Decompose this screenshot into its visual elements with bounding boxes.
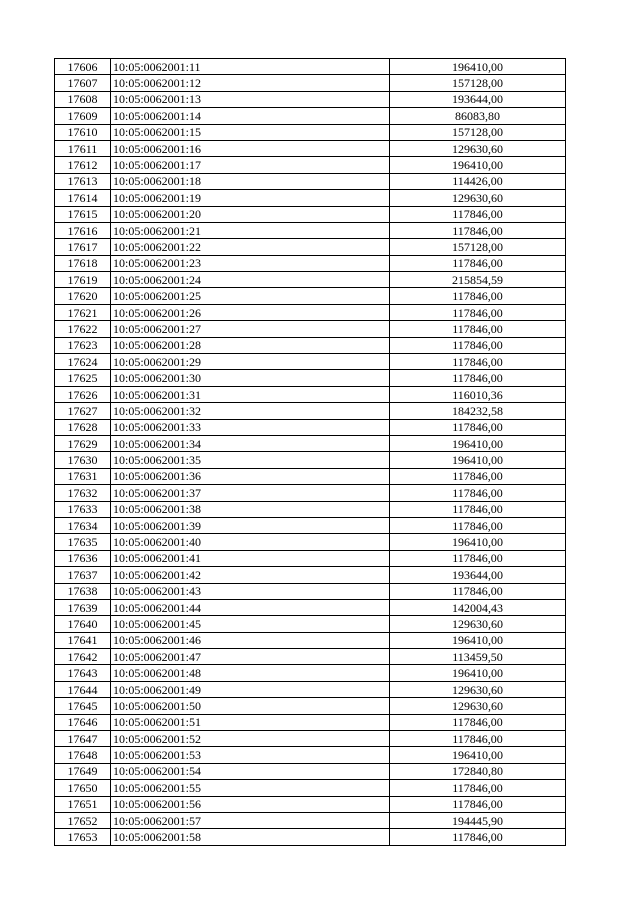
table-row [55, 435, 566, 451]
table-row [55, 763, 566, 779]
value-cell: 117846,00 [390, 780, 566, 796]
row-number-cell: 17651 [55, 796, 111, 812]
value-cell: 157128,00 [390, 239, 566, 255]
cadastral-number-cell: 10:05:0062001:25 [111, 288, 390, 304]
row-number-cell: 17621 [55, 304, 111, 320]
row-number-cell: 17624 [55, 354, 111, 370]
value-cell: 86083,80 [390, 108, 566, 124]
table-row [55, 140, 566, 156]
row-number-cell: 17610 [55, 124, 111, 140]
cadastral-number-cell: 10:05:0062001:14 [111, 108, 390, 124]
table-row [55, 190, 566, 206]
value-cell: 196410,00 [390, 665, 566, 681]
cadastral-number-cell: 10:05:0062001:24 [111, 272, 390, 288]
row-number-cell: 17608 [55, 91, 111, 107]
value-cell: 116010,36 [390, 386, 566, 402]
row-number-cell: 17615 [55, 206, 111, 222]
value-cell: 117846,00 [390, 206, 566, 222]
cadastral-number-cell: 10:05:0062001:39 [111, 517, 390, 533]
cadastral-number-cell: 10:05:0062001:41 [111, 550, 390, 566]
row-number-cell: 17618 [55, 255, 111, 271]
cadastral-number-cell: 10:05:0062001:29 [111, 354, 390, 370]
table-row [55, 501, 566, 517]
table-row [55, 517, 566, 533]
cadastral-number-cell: 10:05:0062001:38 [111, 501, 390, 517]
value-cell: 196410,00 [390, 632, 566, 648]
value-cell: 117846,00 [390, 288, 566, 304]
row-number-cell: 17645 [55, 698, 111, 714]
row-number-cell: 17627 [55, 403, 111, 419]
cadastral-number-cell: 10:05:0062001:36 [111, 468, 390, 484]
table-row [55, 550, 566, 566]
value-cell: 196410,00 [390, 435, 566, 451]
table-row [55, 698, 566, 714]
row-number-cell: 17642 [55, 649, 111, 665]
cadastral-number-cell: 10:05:0062001:27 [111, 321, 390, 337]
value-cell: 117846,00 [390, 550, 566, 566]
value-cell: 117846,00 [390, 419, 566, 435]
cadastral-number-cell: 10:05:0062001:30 [111, 370, 390, 386]
table-row [55, 649, 566, 665]
value-cell: 172840,80 [390, 763, 566, 779]
value-cell: 117846,00 [390, 501, 566, 517]
cadastral-number-cell: 10:05:0062001:21 [111, 222, 390, 238]
value-cell: 113459,50 [390, 649, 566, 665]
cadastral-value-table [54, 58, 566, 846]
table-row [55, 222, 566, 238]
table-row [55, 386, 566, 402]
value-cell: 117846,00 [390, 796, 566, 812]
table-row [55, 255, 566, 271]
value-cell: 196410,00 [390, 452, 566, 468]
cadastral-number-cell: 10:05:0062001:43 [111, 583, 390, 599]
cadastral-number-cell: 10:05:0062001:13 [111, 91, 390, 107]
row-number-cell: 17653 [55, 829, 111, 845]
row-number-cell: 17641 [55, 632, 111, 648]
row-number-cell: 17630 [55, 452, 111, 468]
row-number-cell: 17619 [55, 272, 111, 288]
table-row [55, 616, 566, 632]
value-cell: 196410,00 [390, 157, 566, 173]
cadastral-number-cell: 10:05:0062001:54 [111, 763, 390, 779]
table-row [55, 583, 566, 599]
table-row [55, 632, 566, 648]
row-number-cell: 17644 [55, 681, 111, 697]
row-number-cell: 17617 [55, 239, 111, 255]
cadastral-number-cell: 10:05:0062001:45 [111, 616, 390, 632]
table-row [55, 91, 566, 107]
cadastral-number-cell: 10:05:0062001:40 [111, 534, 390, 550]
table-row [55, 354, 566, 370]
table-row [55, 239, 566, 255]
cadastral-number-cell: 10:05:0062001:19 [111, 190, 390, 206]
table-row [55, 157, 566, 173]
row-number-cell: 17616 [55, 222, 111, 238]
value-cell: 196410,00 [390, 747, 566, 763]
row-number-cell: 17626 [55, 386, 111, 402]
value-cell: 184232,58 [390, 403, 566, 419]
table-row [55, 288, 566, 304]
value-cell: 117846,00 [390, 370, 566, 386]
cadastral-number-cell: 10:05:0062001:57 [111, 812, 390, 828]
row-number-cell: 17606 [55, 59, 111, 75]
row-number-cell: 17623 [55, 337, 111, 353]
table-row [55, 403, 566, 419]
cadastral-number-cell: 10:05:0062001:31 [111, 386, 390, 402]
cadastral-number-cell: 10:05:0062001:26 [111, 304, 390, 320]
row-number-cell: 17633 [55, 501, 111, 517]
value-cell: 193644,00 [390, 567, 566, 583]
table-row [55, 75, 566, 91]
value-cell: 117846,00 [390, 321, 566, 337]
row-number-cell: 17620 [55, 288, 111, 304]
table-row [55, 206, 566, 222]
value-cell: 117846,00 [390, 354, 566, 370]
row-number-cell: 17648 [55, 747, 111, 763]
value-cell: 117846,00 [390, 255, 566, 271]
row-number-cell: 17636 [55, 550, 111, 566]
value-cell: 117846,00 [390, 829, 566, 845]
value-cell: 117846,00 [390, 583, 566, 599]
row-number-cell: 17640 [55, 616, 111, 632]
table-row [55, 452, 566, 468]
table-row [55, 419, 566, 435]
row-number-cell: 17612 [55, 157, 111, 173]
table-row [55, 173, 566, 189]
cadastral-number-cell: 10:05:0062001:35 [111, 452, 390, 468]
value-cell: 157128,00 [390, 75, 566, 91]
row-number-cell: 17628 [55, 419, 111, 435]
cadastral-number-cell: 10:05:0062001:47 [111, 649, 390, 665]
value-cell: 114426,00 [390, 173, 566, 189]
table-row [55, 485, 566, 501]
table-row [55, 714, 566, 730]
table-row [55, 59, 566, 75]
cadastral-number-cell: 10:05:0062001:28 [111, 337, 390, 353]
cadastral-number-cell: 10:05:0062001:32 [111, 403, 390, 419]
cadastral-number-cell: 10:05:0062001:11 [111, 59, 390, 75]
cadastral-number-cell: 10:05:0062001:34 [111, 435, 390, 451]
table-row [55, 747, 566, 763]
cadastral-number-cell: 10:05:0062001:52 [111, 731, 390, 747]
row-number-cell: 17650 [55, 780, 111, 796]
row-number-cell: 17632 [55, 485, 111, 501]
cadastral-number-cell: 10:05:0062001:18 [111, 173, 390, 189]
table-row [55, 829, 566, 845]
cadastral-number-cell: 10:05:0062001:16 [111, 140, 390, 156]
table-row [55, 780, 566, 796]
row-number-cell: 17646 [55, 714, 111, 730]
value-cell: 129630,60 [390, 616, 566, 632]
row-number-cell: 17629 [55, 435, 111, 451]
value-cell: 196410,00 [390, 59, 566, 75]
value-cell: 194445,90 [390, 812, 566, 828]
cadastral-number-cell: 10:05:0062001:44 [111, 599, 390, 615]
cadastral-number-cell: 10:05:0062001:58 [111, 829, 390, 845]
row-number-cell: 17634 [55, 517, 111, 533]
table-row [55, 124, 566, 140]
value-cell: 193644,00 [390, 91, 566, 107]
value-cell: 129630,60 [390, 140, 566, 156]
cadastral-number-cell: 10:05:0062001:20 [111, 206, 390, 222]
table-row [55, 812, 566, 828]
cadastral-number-cell: 10:05:0062001:49 [111, 681, 390, 697]
row-number-cell: 17609 [55, 108, 111, 124]
cadastral-number-cell: 10:05:0062001:12 [111, 75, 390, 91]
cadastral-number-cell: 10:05:0062001:37 [111, 485, 390, 501]
row-number-cell: 17625 [55, 370, 111, 386]
table-body [55, 59, 566, 846]
row-number-cell: 17638 [55, 583, 111, 599]
table-row [55, 337, 566, 353]
table-row [55, 567, 566, 583]
cadastral-number-cell: 10:05:0062001:22 [111, 239, 390, 255]
value-cell: 117846,00 [390, 337, 566, 353]
row-number-cell: 17647 [55, 731, 111, 747]
cadastral-number-cell: 10:05:0062001:17 [111, 157, 390, 173]
row-number-cell: 17637 [55, 567, 111, 583]
row-number-cell: 17652 [55, 812, 111, 828]
cadastral-number-cell: 10:05:0062001:51 [111, 714, 390, 730]
table-row [55, 370, 566, 386]
table-row [55, 681, 566, 697]
value-cell: 117846,00 [390, 304, 566, 320]
table-row [55, 272, 566, 288]
cadastral-number-cell: 10:05:0062001:46 [111, 632, 390, 648]
row-number-cell: 17607 [55, 75, 111, 91]
value-cell: 129630,60 [390, 190, 566, 206]
value-cell: 117846,00 [390, 714, 566, 730]
value-cell: 117846,00 [390, 468, 566, 484]
value-cell: 196410,00 [390, 534, 566, 550]
row-number-cell: 17643 [55, 665, 111, 681]
row-number-cell: 17613 [55, 173, 111, 189]
cadastral-number-cell: 10:05:0062001:50 [111, 698, 390, 714]
table-row [55, 599, 566, 615]
table-row [55, 468, 566, 484]
value-cell: 117846,00 [390, 517, 566, 533]
table-row [55, 796, 566, 812]
cadastral-number-cell: 10:05:0062001:53 [111, 747, 390, 763]
value-cell: 215854,59 [390, 272, 566, 288]
cadastral-number-cell: 10:05:0062001:23 [111, 255, 390, 271]
value-cell: 157128,00 [390, 124, 566, 140]
value-cell: 129630,60 [390, 681, 566, 697]
value-cell: 129630,60 [390, 698, 566, 714]
cadastral-number-cell: 10:05:0062001:56 [111, 796, 390, 812]
row-number-cell: 17611 [55, 140, 111, 156]
value-cell: 117846,00 [390, 485, 566, 501]
table-row [55, 534, 566, 550]
row-number-cell: 17614 [55, 190, 111, 206]
row-number-cell: 17635 [55, 534, 111, 550]
table-row [55, 321, 566, 337]
value-cell: 142004,43 [390, 599, 566, 615]
row-number-cell: 17639 [55, 599, 111, 615]
row-number-cell: 17649 [55, 763, 111, 779]
cadastral-number-cell: 10:05:0062001:15 [111, 124, 390, 140]
row-number-cell: 17631 [55, 468, 111, 484]
cadastral-number-cell: 10:05:0062001:48 [111, 665, 390, 681]
row-number-cell: 17622 [55, 321, 111, 337]
table-row [55, 731, 566, 747]
table-row [55, 108, 566, 124]
cadastral-number-cell: 10:05:0062001:55 [111, 780, 390, 796]
cadastral-number-cell: 10:05:0062001:42 [111, 567, 390, 583]
table-row [55, 304, 566, 320]
value-cell: 117846,00 [390, 222, 566, 238]
value-cell: 117846,00 [390, 731, 566, 747]
cadastral-number-cell: 10:05:0062001:33 [111, 419, 390, 435]
table-row [55, 665, 566, 681]
